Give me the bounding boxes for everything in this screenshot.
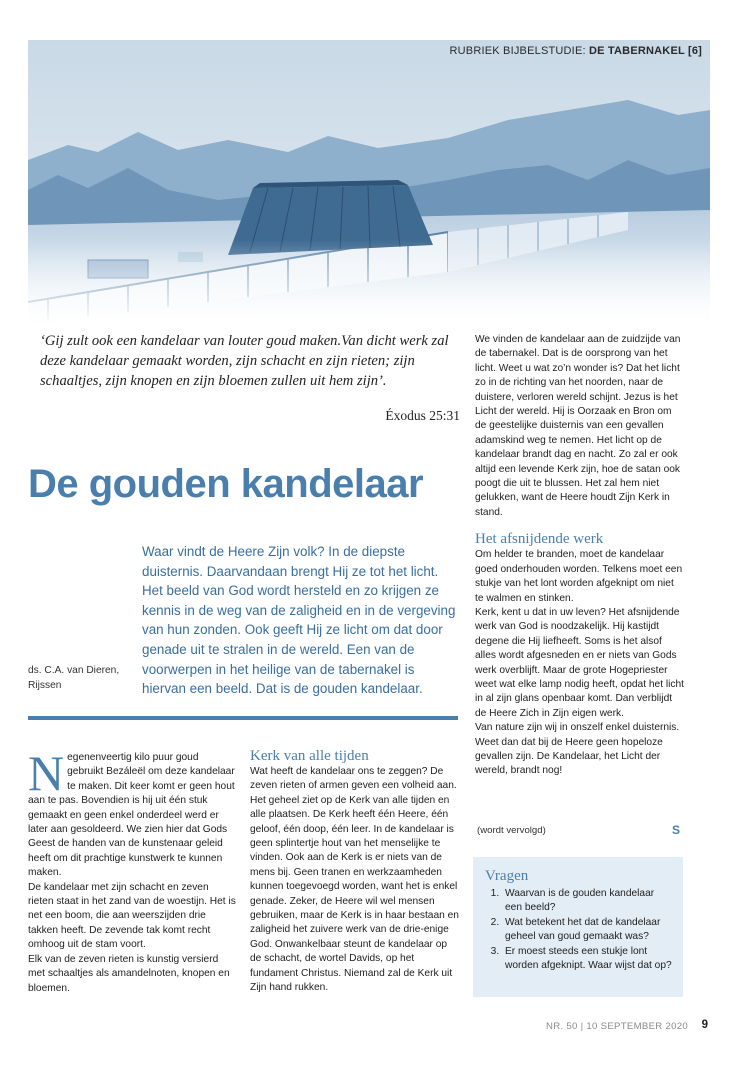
column-2 bbox=[250, 747, 460, 996]
article-title: De gouden kandelaar bbox=[28, 462, 424, 506]
question-item: 3. Er moest steeds een stukje lont worden afgeknipt. Waar wijst dat op? bbox=[502, 945, 673, 974]
column-3 bbox=[475, 333, 685, 779]
author-place: Rijssen bbox=[28, 680, 62, 691]
questions-list bbox=[485, 887, 673, 973]
subheading-afsnijdende: Het afsnijdende werk bbox=[475, 531, 604, 548]
question-item: 1. Waarvan is de gouden kandelaar een beeld? bbox=[502, 887, 673, 916]
author-byline bbox=[28, 663, 138, 693]
section-label-topic: DE TABERNAKEL [6] bbox=[589, 45, 702, 57]
column-1 bbox=[28, 745, 236, 996]
page-number: 9 bbox=[701, 1019, 708, 1031]
col1-paragraph-3: Elk van de zeven rieten is kunstig versierd met schaaltjes als amandelnoten, knopen en bloemen. bbox=[28, 953, 230, 994]
article-intro: Waar vindt de Heere Zijn volk? In de diepste duisternis. Daarvandaan brengt Hij ze tot het licht. Het beeld van God wordt hersteld en zo krijgen ze kennis in de weg van de zaligheid en in de vergeving van hun zonden. Ook geeft Hij ze licht om dat door genade uit te stralen in de wereld. Een van de voorwerpen in het heilige van de tabernakel is hiervan een beeld. Dat is de gouden kandelaar. bbox=[142, 544, 456, 697]
col3-paragraph-2: Om helder te branden, moet de kandelaar goed onderhouden worden. Telkens moet een stukje van het lont worden afgeknipt om niet te walmen en stinken. bbox=[475, 549, 683, 604]
continued-note: (wordt vervolgd) bbox=[477, 825, 546, 836]
issue-info: NR. 50 | 10 SEPTEMBER 2020 bbox=[546, 1021, 688, 1032]
col3-paragraph-4: Van nature zijn wij in onszelf enkel duisternis. Weet dan dat bij de Heere geen hopeloze gevallen zijn. De Kandelaar, het Licht der wereld, brandt nog! bbox=[475, 722, 680, 777]
drop-cap: N bbox=[28, 745, 65, 801]
col3-paragraph-1: We vinden de kandelaar aan de zuidzijde van de tabernakel. Dat is de oorsprong van het licht. Weet u wat zo’n wonder is? Dat het licht zo in de richting van het noorden, naar de duistere, verloren wereld schijnt. Jezus is het Licht der wereld. Hij is Oorzaak en Bron om de geestelijke duisternis van een gevallen adamskind weg te nemen. Het licht op de kandelaar brandt dag en nacht. Zo zal er ook altijd een levende Kerk zijn, hoe de satan ook poogt die uit te blussen. Het zal hem niet gelukken, want de Heere houdt Zijn Kerk in stand. bbox=[475, 334, 681, 518]
bible-quote: ‘Gij zult ook een kandelaar van louter goud maken.Van dicht werk zal deze kandelaar gemaakt worden, zijn schacht en zijn rieten; zijn schaaltjes, zijn knopen en zijn bloemen zullen uit hem zijn’. bbox=[40, 333, 449, 389]
questions-box bbox=[473, 857, 683, 997]
section-label-prefix: RUBRIEK BIJBELSTUDIE: bbox=[449, 45, 589, 57]
col2-paragraph-1: Wat heeft de kandelaar ons te zeggen? De zeven rieten of armen geven een volheid aan. Het geheel ziet op de Kerk van alle tijden en alle plaatsen. De Kerk heeft één Heere, één geloof, één doop, één leer. In de kandelaar is geen splintertje hout van het menselijke te vinden. Ook aan de Kerk is er niets van de mens bij. Geen tranen en werkzaamheden kunnen toegevoegd worden, want het is enkel genade. Zeker, de Heere wil wel mensen gebruiken, maar de Kerk is in haar bestaan en zaligheid het zuivere werk van de drie-enige God. Onwankelbaar steunt de kandelaar op de schacht, de wortel Davids, op het fundament Christus. Niemand zal de Kerk uit Zijn hand rukken. bbox=[250, 766, 459, 994]
col1-paragraph-2: De kandelaar met zijn schacht en zeven rieten staat in het zand van de woestijn. Het is net een boom, die aan weerszijden drie takken heeft. De zevende tak komt recht omhoog uit de stam voort. bbox=[28, 881, 236, 951]
bible-quote-reference: Éxodus 25:31 bbox=[385, 408, 460, 423]
section-label bbox=[450, 45, 703, 57]
divider bbox=[28, 716, 458, 720]
col3-paragraph-3: Kerk, kent u dat in uw leven? Het afsnijdende werk van God is noodzakelijk. Hij kastijdt degene die Hij liefheeft. Soms is het alsof alles wordt afgesneden en er niets van Gods werk overblijft. Maar de grote Hogepriester weet wat elke lamp nodig heeft, opdat het licht in al zijn glans openbaar komt. Dan verblijdt de Heere Zich in Zijn eigen werk. bbox=[475, 606, 684, 719]
author-name: ds. C.A. van Dieren, bbox=[28, 665, 120, 676]
tabernacle-photo bbox=[28, 40, 710, 325]
subheading-kerk: Kerk van alle tijden bbox=[250, 748, 369, 764]
col1-paragraph-1: egenenveertig kilo puur goud gebruikt Bezáleël om deze kandelaar te maken. Dit keer komt er geen hout aan te pas. Bovendien is hij uit één stuk gemaakt en geen enkel onderdeel werd er later aan gesoldeerd. We zien hier dat Gods Geest de handen van de kunstenaar geleid heeft om dit prachtige kunstwerk te kunnen maken. bbox=[28, 752, 235, 879]
end-mark-icon: S bbox=[672, 823, 681, 837]
questions-heading: Vragen bbox=[485, 868, 529, 884]
question-item: 2. Wat betekent het dat de kandelaar geheel van goud gemaakt was? bbox=[502, 916, 673, 945]
